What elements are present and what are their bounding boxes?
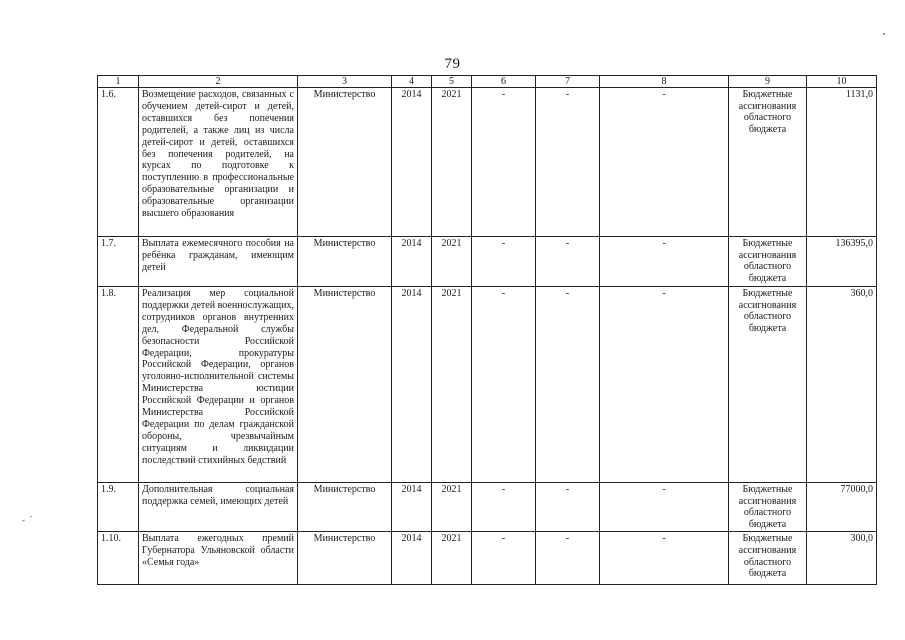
dash-cell: -: [600, 483, 729, 532]
table-row: [98, 88, 877, 237]
dash-cell: -: [472, 237, 536, 287]
column-header: 1: [98, 76, 139, 88]
column-header: 10: [807, 76, 877, 88]
table-row: [98, 287, 877, 483]
column-header: 6: [472, 76, 536, 88]
funding-source-cell: Бюджетные ассигнования областного бюджета: [729, 287, 807, 483]
dash-cell: -: [472, 532, 536, 585]
column-header: 5: [432, 76, 472, 88]
start-year-cell: 2014: [392, 88, 432, 237]
column-header: 7: [536, 76, 600, 88]
row-number: 1.7.: [98, 237, 139, 287]
amount-cell: 1131,0: [807, 88, 877, 237]
dash-cell: -: [536, 483, 600, 532]
column-header: 8: [600, 76, 729, 88]
column-header: 2: [139, 76, 298, 88]
funding-source-cell: Бюджетные ассигнования областного бюджета: [729, 483, 807, 532]
scan-speck: [22, 520, 25, 522]
table-row: [98, 532, 877, 585]
measure-description: Реализация мер социальной поддержки детей военнослужащих, сотрудников органов внутренних дел, Федеральной службы безопасности Российской Федерации, прокуратуры Российской Федерации, органов уголовно-исполнительной системы Министерства юстиции Российской Федерации и органов Министерства Российской Федерации по делам гражданской обороны, чрезвычайным ситуациям и ликвидации последствий стихийных бедствий: [139, 287, 298, 483]
dash-cell: -: [600, 88, 729, 237]
end-year-cell: 2021: [432, 483, 472, 532]
row-number: 1.6.: [98, 88, 139, 237]
funding-source-cell: Бюджетные ассигнования областного бюджета: [729, 532, 807, 585]
end-year-cell: 2021: [432, 88, 472, 237]
dash-cell: -: [472, 483, 536, 532]
amount-cell: 300,0: [807, 532, 877, 585]
executor-cell: Министерство: [298, 483, 392, 532]
amount-cell: 360,0: [807, 287, 877, 483]
measure-description: Выплата ежемесячного пособия на ребёнка гражданам, имеющим детей: [139, 237, 298, 287]
dash-cell: -: [536, 88, 600, 237]
start-year-cell: 2014: [392, 483, 432, 532]
end-year-cell: 2021: [432, 287, 472, 483]
dash-cell: -: [600, 532, 729, 585]
executor-cell: Министерство: [298, 88, 392, 237]
dash-cell: -: [472, 287, 536, 483]
page-number: 79: [444, 56, 461, 72]
dash-cell: -: [536, 532, 600, 585]
end-year-cell: 2021: [432, 532, 472, 585]
funding-source-cell: Бюджетные ассигнования областного бюджета: [729, 88, 807, 237]
measure-description: Дополнительная социальная поддержка семей, имеющих детей: [139, 483, 298, 532]
program-measures-table: [97, 75, 877, 585]
executor-cell: Министерство: [298, 532, 392, 585]
scan-speck: [883, 33, 885, 35]
executor-cell: Министерство: [298, 287, 392, 483]
dash-cell: -: [536, 287, 600, 483]
dash-cell: -: [472, 88, 536, 237]
end-year-cell: 2021: [432, 237, 472, 287]
start-year-cell: 2014: [392, 287, 432, 483]
start-year-cell: 2014: [392, 237, 432, 287]
row-number: 1.8.: [98, 287, 139, 483]
start-year-cell: 2014: [392, 532, 432, 585]
measure-description: Возмещение расходов, связанных с обучением детей-сирот и детей, оставшихся без попечения родителей, а также лиц из числа детей-сирот и детей, оставшихся без попечения родителей, на курсах по подготовке к поступлению в профессиональные образовательные организации и образовательные организации высшего образования: [139, 88, 298, 237]
scan-speck: [30, 516, 32, 517]
table-row: [98, 483, 877, 532]
row-number: 1.10.: [98, 532, 139, 585]
measure-description: Выплата ежегодных премий Губернатора Ульяновской области «Семья года»: [139, 532, 298, 585]
dash-cell: -: [600, 237, 729, 287]
table-row: [98, 237, 877, 287]
funding-source-cell: Бюджетные ассигнования областного бюджета: [729, 237, 807, 287]
column-header: 4: [392, 76, 432, 88]
executor-cell: Министерство: [298, 237, 392, 287]
column-number-header-row: [98, 76, 877, 88]
amount-cell: 136395,0: [807, 237, 877, 287]
row-number: 1.9.: [98, 483, 139, 532]
column-header: 9: [729, 76, 807, 88]
dash-cell: -: [536, 237, 600, 287]
column-header: 3: [298, 76, 392, 88]
dash-cell: -: [600, 287, 729, 483]
amount-cell: 77000,0: [807, 483, 877, 532]
